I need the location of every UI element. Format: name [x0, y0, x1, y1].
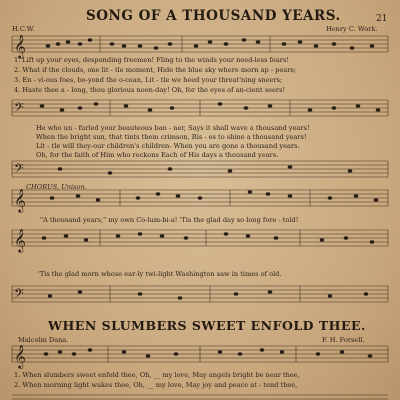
- treble-clef-icon: 𝄞: [14, 228, 26, 252]
- song1-verse-line-4: 4. Haste thee a - long, thou glorious noon-day! Oh, for the eyes of an-cient seers!: [14, 86, 286, 94]
- song1-verse-line-1: 1. Lift up your eyes, desponding freemen! Fling to the winds your need-less fears!: [14, 56, 289, 64]
- song1-refrain-line-1: He who un - furled your beauteous ban - ner, Says it shall wave a thousand years!: [36, 124, 310, 132]
- bass-clef-icon: 𝄢: [14, 100, 24, 118]
- song2-verse-line-2: 2. When morning light wakes thee, Oh, __ my love, May joy and peace at - tend thee,: [14, 381, 298, 389]
- song2-verse-line-1: 1. When slumbers sweet enfold thee, Oh, __ my love, May angels bright be near thee,: [14, 371, 300, 379]
- song2-title: WHEN SLUMBERS SWEET ENFOLD THEE.: [48, 318, 366, 333]
- treble-clef-icon: 𝄞: [14, 188, 26, 212]
- staff-system-8: [0, 391, 400, 400]
- staff-system-4: [0, 186, 400, 214]
- song1-verse-line-3: 3. En - vi-ous foes, be-yond the o-cean, Lit - tle we heed your threat'ning sneers;: [14, 76, 283, 84]
- song1-refrain-line-2: When the bright sun, that tints them crimson, Ris - es to shine a thousand years!: [36, 133, 307, 141]
- song1-lyricist: H.C.W.: [12, 25, 35, 33]
- bass-clef-icon: 𝄢: [14, 161, 24, 179]
- song1-composer: Henry C. Work.: [326, 25, 378, 33]
- staff-system-7: [0, 342, 400, 370]
- song2-lyricist: Malcolm Dana.: [18, 336, 69, 344]
- staff-system-3: [0, 157, 400, 181]
- chorus-line-2: 'Tis the glad morn whose ear-ly twi-light Washington saw in times of old.: [38, 270, 282, 278]
- staff-system-6: [0, 282, 400, 310]
- page-number: 21: [376, 14, 388, 24]
- chorus-line-1: "A thousand years," my own Co-lum-bi-a! 'Tis the glad day so long fore - told!: [40, 216, 299, 224]
- chorus-label: CHORUS, Unison.: [26, 183, 87, 191]
- treble-clef-icon: 𝄞: [14, 344, 26, 368]
- song1-verse-line-2: 2. What if the clouds, one lit - tle moment, Hide the blue sky where morn ap - pears;: [14, 66, 296, 74]
- song1-title: SONG OF A THOUSAND YEARS.: [86, 8, 341, 24]
- song2-composer: F. H. Forsell.: [322, 336, 365, 344]
- song1-refrain-line-3: Lit - tle will they-our children's children- When you are gone a thousand years.: [36, 142, 300, 150]
- staff-system-5: [0, 226, 400, 254]
- bass-clef-icon: 𝄢: [14, 286, 24, 304]
- treble-clef-icon: 𝄞: [14, 34, 26, 58]
- song1-refrain-line-4: Oh, for the faith of Him who reckons Each of His days a thousand years.: [36, 151, 279, 159]
- staff-system-2: [0, 96, 400, 124]
